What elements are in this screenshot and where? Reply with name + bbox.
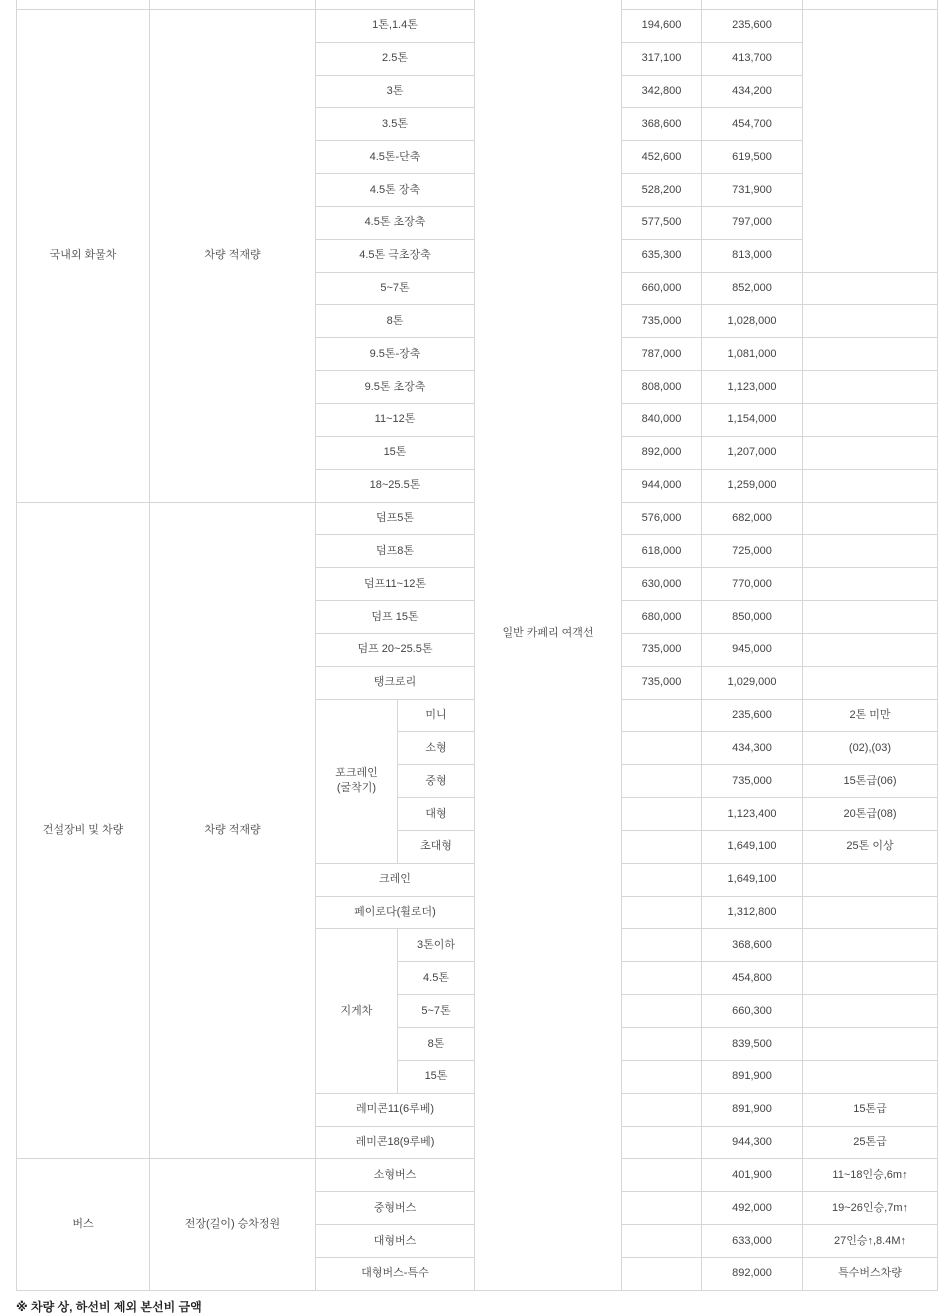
fare-a-cell xyxy=(622,1225,702,1258)
size-cell: 15톤 xyxy=(398,1060,475,1093)
spec-cell: 덤프8톤 xyxy=(316,535,475,568)
fare-a-cell xyxy=(622,896,702,929)
fare-b-cell: 1,154,000 xyxy=(702,403,803,436)
fare-b-cell: 682,000 xyxy=(702,502,803,535)
fare-a-cell xyxy=(622,1192,702,1225)
fare-a-cell: 194,600 xyxy=(622,9,702,42)
fare-a-cell xyxy=(622,929,702,962)
footnote: ※ 차량 상, 하선비 제외 본선비 금액 xyxy=(16,1300,202,1314)
fare-b-cell: 891,900 xyxy=(702,1093,803,1126)
spec-cell: 4.5톤-단축 xyxy=(316,141,475,174)
spec-cell: 2.5톤 xyxy=(316,42,475,75)
blank-cell xyxy=(622,0,702,9)
blank-cell xyxy=(150,0,316,9)
fare-a-cell xyxy=(622,1060,702,1093)
spec-cell: 1톤,1.4톤 xyxy=(316,9,475,42)
spec-cell: 3톤 xyxy=(316,75,475,108)
fare-b-cell: 891,900 xyxy=(702,1060,803,1093)
fare-b-cell: 725,000 xyxy=(702,535,803,568)
spec-cell: 11~12톤 xyxy=(316,403,475,436)
fare-b-cell: 401,900 xyxy=(702,1159,803,1192)
spec-cell: 8톤 xyxy=(316,305,475,338)
fare-a-cell: 787,000 xyxy=(622,338,702,371)
spec-cell: 대형버스-특수 xyxy=(316,1257,475,1290)
fare-a-cell xyxy=(622,798,702,831)
note-cell: 20톤급(08) xyxy=(803,798,938,831)
note-cell xyxy=(803,601,938,634)
fare-b-cell: 434,300 xyxy=(702,732,803,765)
fare-a-cell: 808,000 xyxy=(622,371,702,404)
note-cell xyxy=(803,403,938,436)
fare-a-cell: 635,300 xyxy=(622,239,702,272)
note-cell xyxy=(803,535,938,568)
note-cell xyxy=(803,568,938,601)
basis-cargo: 차량 적재량 xyxy=(150,9,316,502)
fare-a-cell: 342,800 xyxy=(622,75,702,108)
fare-b-cell: 368,600 xyxy=(702,929,803,962)
fare-a-cell: 840,000 xyxy=(622,403,702,436)
note-cell xyxy=(803,1060,938,1093)
excavator-label: 포크레인 (굴착기) xyxy=(316,699,398,863)
fare-b-cell: 1,312,800 xyxy=(702,896,803,929)
note-cell: (02),(03) xyxy=(803,732,938,765)
fare-a-cell xyxy=(622,863,702,896)
fare-b-cell: 839,500 xyxy=(702,1028,803,1061)
note-cell: 15톤급(06) xyxy=(803,765,938,798)
fare-a-cell xyxy=(622,962,702,995)
fare-b-cell: 1,123,400 xyxy=(702,798,803,831)
fare-b-cell: 1,259,000 xyxy=(702,469,803,502)
note-cell: 2톤 미만 xyxy=(803,699,938,732)
note-cell xyxy=(803,469,938,502)
fare-a-cell xyxy=(622,1126,702,1159)
fare-b-cell: 945,000 xyxy=(702,633,803,666)
fare-b-cell: 850,000 xyxy=(702,601,803,634)
spec-cell: 크레인 xyxy=(316,863,475,896)
spec-cell: 5~7톤 xyxy=(316,272,475,305)
size-cell: 3톤이하 xyxy=(398,929,475,962)
fare-a-cell xyxy=(622,995,702,1028)
note-cell xyxy=(803,633,938,666)
note-cell xyxy=(803,896,938,929)
size-cell: 5~7톤 xyxy=(398,995,475,1028)
fare-a-cell: 528,200 xyxy=(622,174,702,207)
fare-b-cell: 813,000 xyxy=(702,239,803,272)
fare-b-cell: 1,029,000 xyxy=(702,666,803,699)
note-cell: 27인승↑,8.4M↑ xyxy=(803,1225,938,1258)
category-cargo: 국내외 화물차 xyxy=(17,9,150,502)
fare-b-cell: 1,123,000 xyxy=(702,371,803,404)
spec-cell: 레미콘18(9루베) xyxy=(316,1126,475,1159)
fare-b-cell: 235,600 xyxy=(702,699,803,732)
spec-cell: 소형버스 xyxy=(316,1159,475,1192)
note-cell: 15톤급 xyxy=(803,1093,938,1126)
category-bus: 버스 xyxy=(17,1159,150,1290)
fare-b-cell: 797,000 xyxy=(702,206,803,239)
fare-b-cell: 660,300 xyxy=(702,995,803,1028)
note-cell: 특수버스차량 xyxy=(803,1257,938,1290)
fare-a-cell: 618,000 xyxy=(622,535,702,568)
spec-cell: 덤프 15톤 xyxy=(316,601,475,634)
note-cell xyxy=(803,371,938,404)
fare-b-cell: 619,500 xyxy=(702,141,803,174)
note-cell xyxy=(803,666,938,699)
forklift-label: 지게차 xyxy=(316,929,398,1093)
fare-b-cell: 1,649,100 xyxy=(702,863,803,896)
spec-cell: 덤프5톤 xyxy=(316,502,475,535)
fare-a-cell xyxy=(622,765,702,798)
blank-cell xyxy=(17,0,150,9)
spec-cell: 15톤 xyxy=(316,436,475,469)
note-cell xyxy=(803,863,938,896)
spec-cell: 대형버스 xyxy=(316,1225,475,1258)
fare-b-cell: 413,700 xyxy=(702,42,803,75)
spec-cell: 덤프 20~25.5톤 xyxy=(316,633,475,666)
fare-b-cell: 770,000 xyxy=(702,568,803,601)
fare-a-cell: 368,600 xyxy=(622,108,702,141)
spec-cell: 3.5톤 xyxy=(316,108,475,141)
fare-b-cell: 454,700 xyxy=(702,108,803,141)
fare-a-cell xyxy=(622,830,702,863)
note-cell xyxy=(803,9,938,272)
size-cell: 4.5톤 xyxy=(398,962,475,995)
fare-a-cell xyxy=(622,1257,702,1290)
fare-a-cell: 735,000 xyxy=(622,666,702,699)
note-cell: 19~26인승,7m↑ xyxy=(803,1192,938,1225)
fare-b-cell: 892,000 xyxy=(702,1257,803,1290)
spec-cell: 4.5톤 극초장축 xyxy=(316,239,475,272)
note-cell xyxy=(803,1028,938,1061)
fare-a-cell: 892,000 xyxy=(622,436,702,469)
fare-a-cell: 317,100 xyxy=(622,42,702,75)
note-cell: 11~18인승,6m↑ xyxy=(803,1159,938,1192)
fare-b-cell: 633,000 xyxy=(702,1225,803,1258)
note-cell xyxy=(803,502,938,535)
spec-cell: 페이로다(휠로더) xyxy=(316,896,475,929)
fare-a-cell xyxy=(622,1028,702,1061)
note-cell xyxy=(803,962,938,995)
note-cell xyxy=(803,929,938,962)
fare-a-cell: 660,000 xyxy=(622,272,702,305)
size-cell: 초대형 xyxy=(398,830,475,863)
fare-a-cell: 630,000 xyxy=(622,568,702,601)
fare-a-cell xyxy=(622,1159,702,1192)
note-cell: 25톤 이상 xyxy=(803,830,938,863)
note-cell xyxy=(803,995,938,1028)
size-cell: 중형 xyxy=(398,765,475,798)
blank-cell xyxy=(803,0,938,9)
fare-b-cell: 735,000 xyxy=(702,765,803,798)
fare-a-cell: 577,500 xyxy=(622,206,702,239)
spec-cell: 탱크로리 xyxy=(316,666,475,699)
fare-b-cell: 434,200 xyxy=(702,75,803,108)
fare-a-cell xyxy=(622,699,702,732)
spec-cell: 9.5톤-장축 xyxy=(316,338,475,371)
spec-cell: 레미콘11(6루베) xyxy=(316,1093,475,1126)
fare-a-cell: 680,000 xyxy=(622,601,702,634)
note-cell xyxy=(803,272,938,305)
fare-a-cell xyxy=(622,1093,702,1126)
fare-b-cell: 944,300 xyxy=(702,1126,803,1159)
ship-type-cell: 일반 카페리 여객선 xyxy=(475,0,622,1290)
size-cell: 소형 xyxy=(398,732,475,765)
basis-bus: 전장(길이) 승차정원 xyxy=(150,1159,316,1290)
note-cell xyxy=(803,338,938,371)
fare-b-cell: 492,000 xyxy=(702,1192,803,1225)
fare-b-cell: 1,081,000 xyxy=(702,338,803,371)
note-cell xyxy=(803,436,938,469)
fare-a-cell: 735,000 xyxy=(622,305,702,338)
note-cell: 25톤급 xyxy=(803,1126,938,1159)
fare-a-cell: 944,000 xyxy=(622,469,702,502)
basis-construction: 차량 적재량 xyxy=(150,502,316,1159)
fare-b-cell: 1,649,100 xyxy=(702,830,803,863)
fare-a-cell: 735,000 xyxy=(622,633,702,666)
note-cell xyxy=(803,305,938,338)
fare-b-cell: 731,900 xyxy=(702,174,803,207)
blank-cell xyxy=(702,0,803,9)
spec-cell: 9.5톤 초장축 xyxy=(316,371,475,404)
size-cell: 대형 xyxy=(398,798,475,831)
spec-cell: 중형버스 xyxy=(316,1192,475,1225)
spec-cell: 4.5톤 초장축 xyxy=(316,206,475,239)
spec-cell: 4.5톤 장축 xyxy=(316,174,475,207)
fare-a-cell: 576,000 xyxy=(622,502,702,535)
size-cell: 미니 xyxy=(398,699,475,732)
size-cell: 8톤 xyxy=(398,1028,475,1061)
fare-b-cell: 852,000 xyxy=(702,272,803,305)
blank-cell xyxy=(316,0,475,9)
fare-a-cell: 452,600 xyxy=(622,141,702,174)
table-row xyxy=(17,0,938,9)
fare-b-cell: 1,028,000 xyxy=(702,305,803,338)
spec-cell: 덤프11~12톤 xyxy=(316,568,475,601)
vehicle-fare-table xyxy=(16,0,938,1291)
fare-b-cell: 454,800 xyxy=(702,962,803,995)
category-construction: 건설장비 및 차량 xyxy=(17,502,150,1159)
fare-b-cell: 1,207,000 xyxy=(702,436,803,469)
spec-cell: 18~25.5톤 xyxy=(316,469,475,502)
fare-a-cell xyxy=(622,732,702,765)
fare-b-cell: 235,600 xyxy=(702,9,803,42)
